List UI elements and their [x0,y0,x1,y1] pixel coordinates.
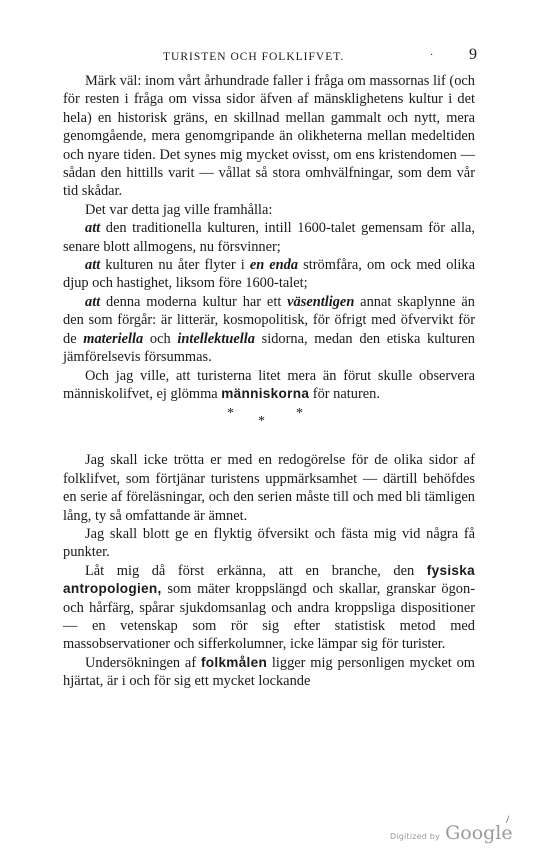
paragraph-text: och [143,330,178,347]
book-page [63,48,475,691]
section-separator [63,403,475,441]
paragraph-text: den traditionella kulturen, intill 1600-talet gemensam för alla, senare blott allmogens, nu försvinner; [63,220,475,255]
paragraph [63,367,475,404]
emphasis: att [85,220,101,237]
paragraph: Jag skall icke trötta er med en redogörelse för de olika sidor af folklifvet, som förtjänar turistens uppmärksamhet — därtill behöfdes en serie af föreläsningar, och den serien måste till och med bli tämligen lång, ty så omfattande är ämnet. [63,452,475,524]
paragraph-text: sidorna, medan den etiska kulturen jämförelsevis försummas. [63,330,475,366]
paragraph-text: Och jag ville, att turisterna litet mera än förut skulle observera människolifvet, ej glömma [63,367,475,402]
paragraph [63,562,475,654]
emphasis: folkmålen [200,654,268,670]
emphasis: att [85,293,101,310]
separator-star: * [227,406,234,422]
emphasis: att [85,257,101,274]
paragraph-text: som mäter kroppslängd och skallar, granskar ögon- och hårfärg, spårar sjukdomsanlag och andra kroppsliga dispositioner — en vetenskap som rör sig efter statistisk metod med massobservationer och sifferkolumner, icke lämpar sig för turister. [63,581,475,653]
paragraph-text: strömfåra, om ock med olika djup och hastighet, liksom före 1600-talet; [63,257,475,292]
paragraph [63,293,475,367]
header-dot: · [430,50,435,61]
emphasis: människorna [221,385,310,401]
page-header [63,48,475,72]
paragraph-text: Låt mig då först erkänna, att en branche, den [85,562,427,579]
body-text [63,72,475,691]
digitized-label: Digitized by [390,832,440,841]
paragraph: Jag skall blott ge en flyktig öfversikt och fästa mig vid några få punkter. [63,525,475,561]
stray-mark: / [506,812,510,826]
paragraph: Det var detta jag ville framhålla: [85,201,273,218]
spacer [63,441,475,451]
separator-star: * [296,406,303,422]
paragraph-text: annat skaplynne än den som förgår: är litterär, kosmopolitisk, för öfrigt med öfvervikt för de [63,293,475,347]
emphasis: materiella [83,330,144,347]
paragraph [63,654,475,691]
paragraph-text: ligger mig personligen mycket om hjärtat, är i och för sig ett mycket lockande [63,654,476,690]
page-number: 9 [469,46,477,63]
separator-star: * [258,414,265,430]
emphasis: intellektuella [177,330,255,347]
emphasis: en enda [249,257,299,274]
paragraph [63,256,475,293]
digitized-by-google-watermark [390,822,513,844]
paragraph-text: för naturen. [309,385,380,402]
google-logo-text: Google [445,822,513,844]
emphasis: väsentligen [287,293,355,310]
paragraph-text: denna moderna kultur har ett [100,293,288,310]
emphasis: fysiska antropologien, [63,562,475,597]
paragraph-text: kulturen nu åter flyter i [100,257,250,274]
paragraph [63,219,475,256]
paragraph-text: Undersökningen af [85,654,201,671]
paragraph: Märk väl: inom vårt århundrade faller i fråga om massornas lif (och för resten i fråga om vissa sidor äfven af mänsklighetens kultur i det hela) en historisk gräns, en skillnad mellan gammalt och nytt, mera genomgående, mera genomgripande än olikheterna mellan medeltiden och nyare tiden. Det synes mig mycket ovisst, om ens kristendomen — sådan den hittills varit — vållat så stora omhvälfningar, som dem vår tid skådar. [63,73,475,200]
running-title: TURISTEN OCH FOLKLIFVET. [163,51,345,63]
